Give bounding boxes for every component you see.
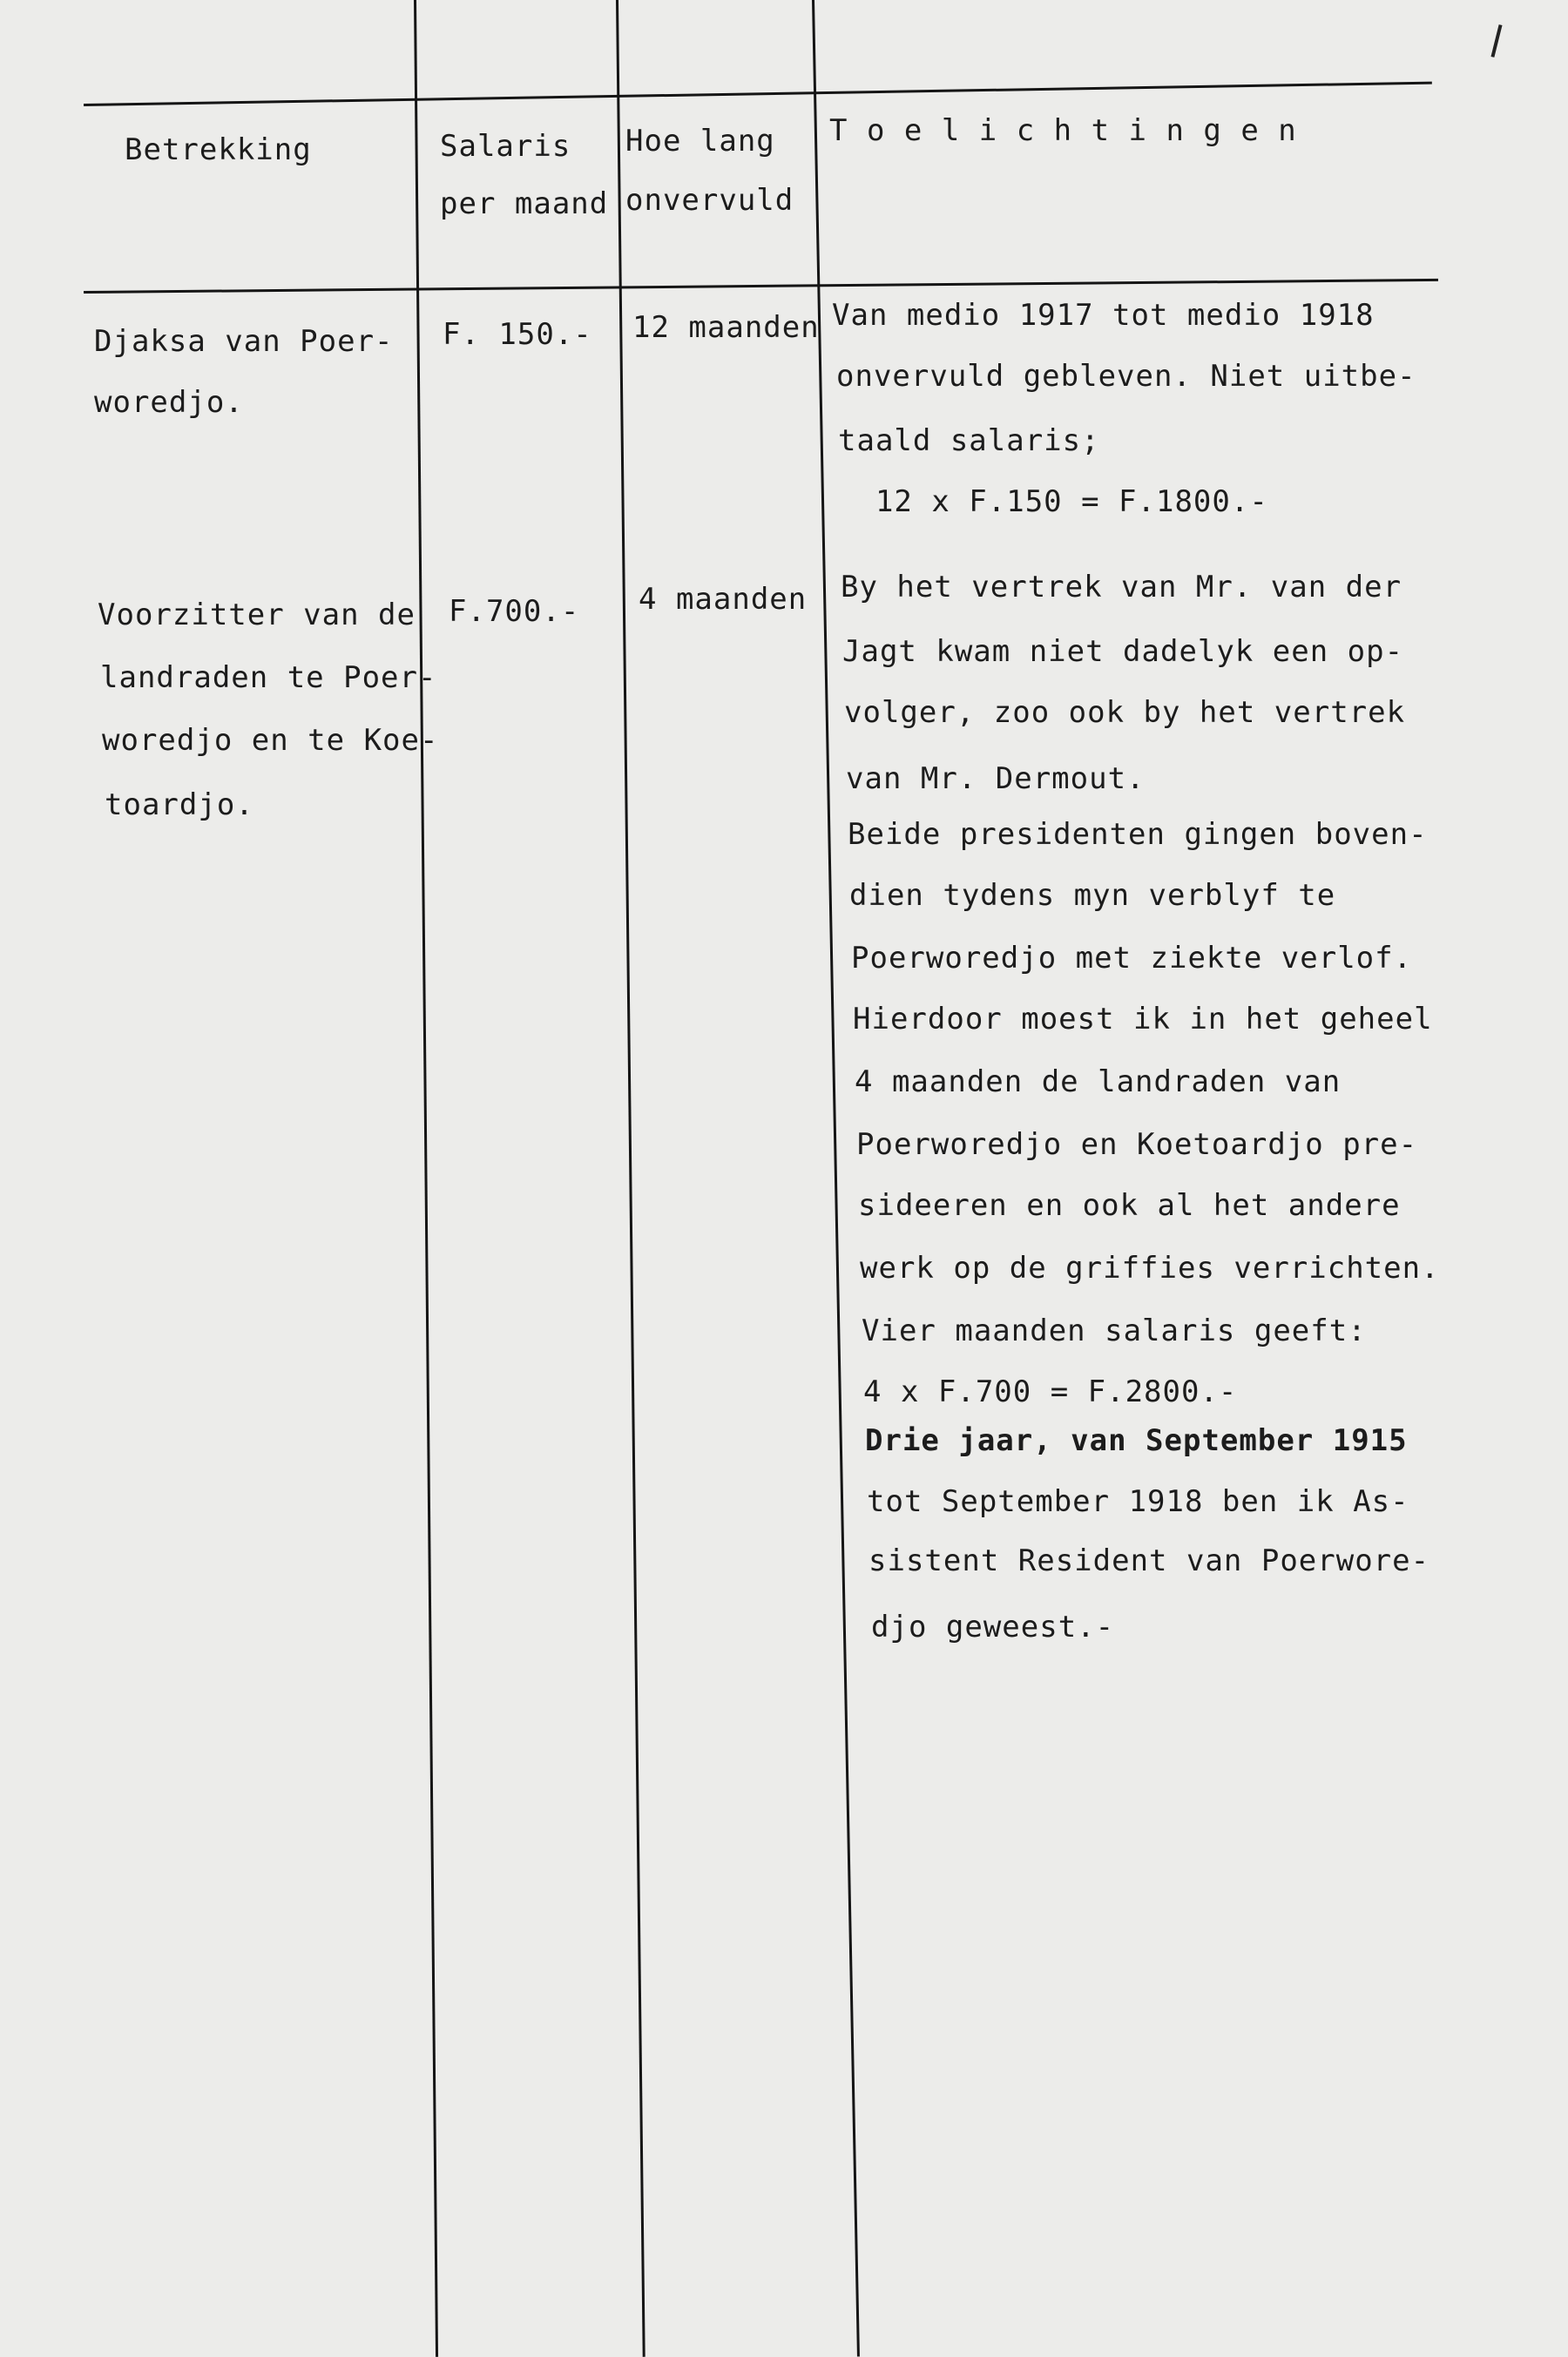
header-betrekking: Betrekking	[125, 132, 312, 167]
row1-toelichting-line1: Van medio 1917 tot medio 1918	[832, 298, 1375, 333]
row2-betrekking-line1: Voorzitter van de	[98, 598, 416, 632]
row2-toelichting-line10: Poerworedjo en Koetoardjo pre-	[856, 1127, 1418, 1162]
row2-salaris: F.700.-	[449, 594, 580, 629]
column-rule-1	[414, 0, 438, 2357]
row2-toelichting-line7: Poerworedjo met ziekte verlof.	[851, 941, 1413, 976]
row1-duur: 12 maanden	[632, 310, 820, 345]
row2-toelichting-line8: Hierdoor moest ik in het geheel	[853, 1002, 1433, 1037]
row2-toelichting-line13: Vier maanden salaris geeft:	[862, 1314, 1367, 1348]
row2-toelichting-line12: werk op de griffies verrichten.	[860, 1251, 1440, 1286]
header-salaris-line2: per maand	[440, 186, 609, 221]
row2-toelichting-line17: sistent Resident van Poerwore-	[868, 1543, 1430, 1578]
row1-toelichting-line3: taald salaris;	[838, 423, 1100, 458]
row1-toelichting-line4: 12 x F.150 = F.1800.-	[838, 484, 1268, 519]
row2-toelichting-line18: djo geweest.-	[871, 1610, 1115, 1644]
header-duur-line1: Hoe lang	[625, 124, 775, 159]
row2-toelichting-line1: By het vertrek van Mr. van der	[841, 570, 1402, 604]
row2-toelichting-line16: tot September 1918 ben ik As-	[867, 1484, 1409, 1519]
margin-mark	[1490, 24, 1502, 57]
row2-toelichting-line5: Beide presidenten gingen boven-	[848, 817, 1428, 852]
row2-toelichting-line14: 4 x F.700 = F.2800.-	[863, 1374, 1238, 1409]
row1-toelichting-line2: onvervuld gebleven. Niet uitbe-	[836, 359, 1416, 394]
row2-duur: 4 maanden	[639, 582, 808, 617]
header-toelichtingen: T o e l i c h t i n g e n	[829, 113, 1297, 148]
row2-toelichting-line9: 4 maanden de landraden van	[855, 1064, 1342, 1099]
top-rule	[84, 82, 1432, 106]
row2-toelichting-line6: dien tydens myn verblyf te	[849, 878, 1336, 913]
column-rule-2	[616, 0, 645, 2357]
column-rule-3	[812, 0, 860, 2357]
header-bottom-rule	[84, 279, 1438, 294]
row2-toelichting-line2: Jagt kwam niet dadelyk een op-	[842, 634, 1404, 669]
header-salaris-line1: Salaris	[440, 129, 571, 164]
row2-toelichting-line11: sideeren en ook al het andere	[858, 1188, 1401, 1223]
row1-betrekking-line2: woredjo.	[94, 385, 244, 420]
row2-betrekking-line3: woredjo en te Koe-	[102, 723, 439, 758]
row2-toelichting-line4: van Mr. Dermout.	[846, 761, 1146, 796]
row2-betrekking-line2: landraden te Poer-	[100, 660, 437, 695]
row1-betrekking-line1: Djaksa van Poer-	[94, 324, 394, 359]
row2-toelichting-line15: Drie jaar, van September 1915	[865, 1423, 1408, 1458]
row1-salaris: F. 150.-	[443, 317, 592, 352]
row2-toelichting-line3: volger, zoo ook by het vertrek	[844, 695, 1406, 730]
row2-betrekking-line4: toardjo.	[105, 787, 254, 822]
header-duur-line2: onvervuld	[625, 183, 794, 218]
